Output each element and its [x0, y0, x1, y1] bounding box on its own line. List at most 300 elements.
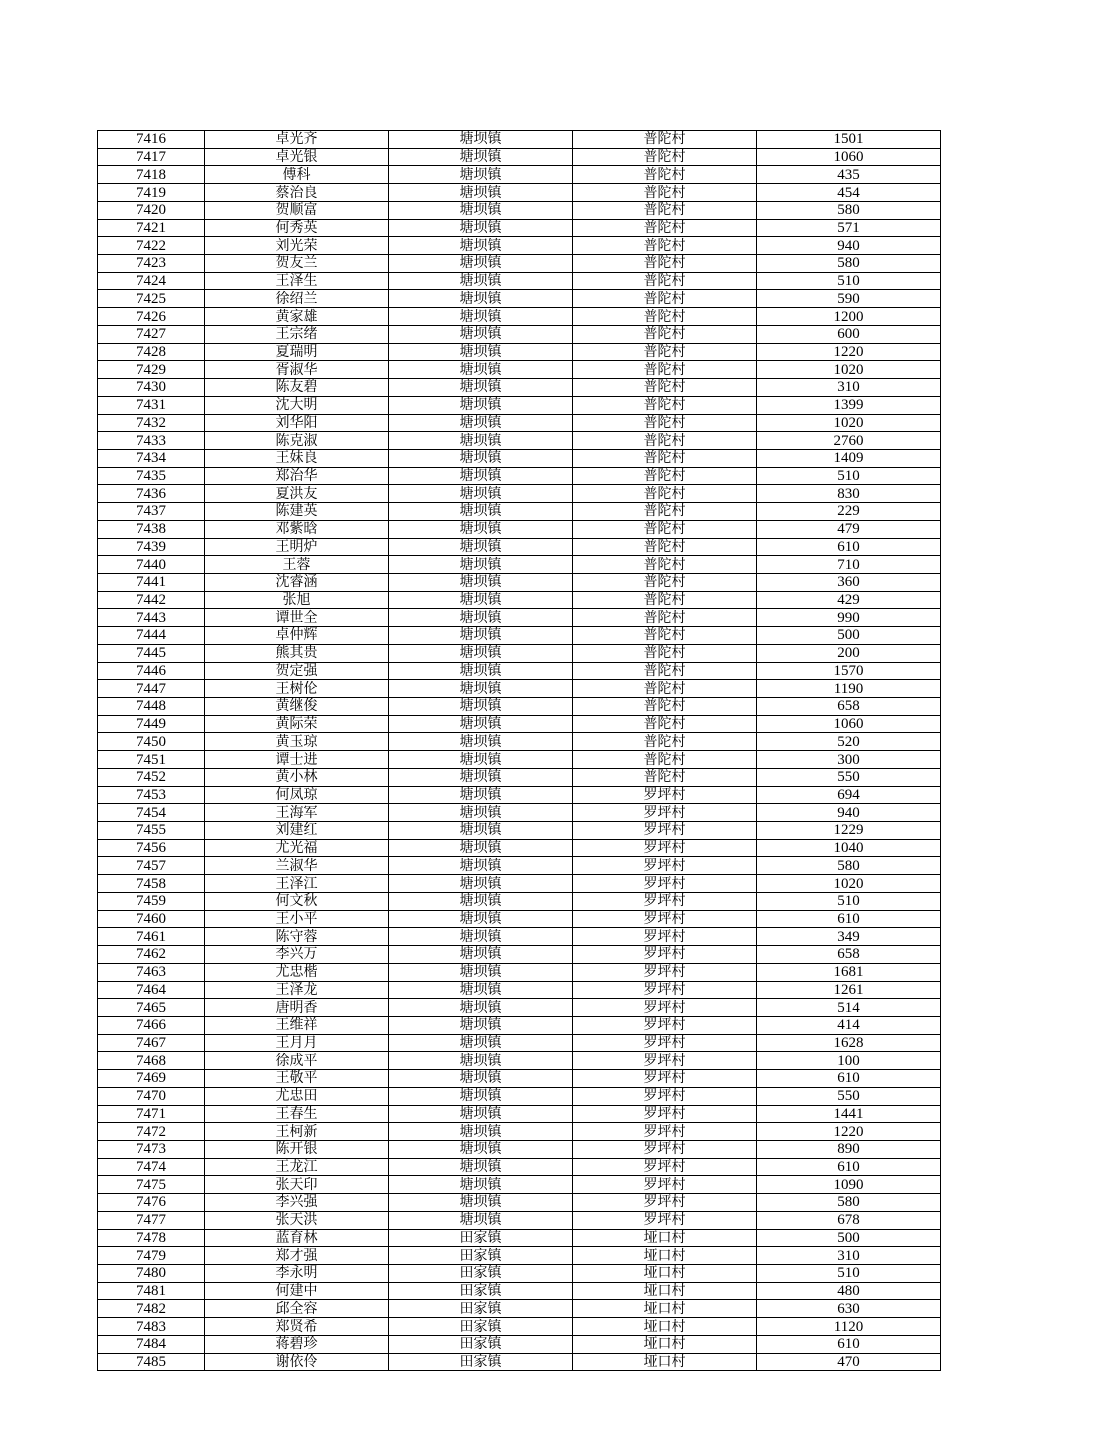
- cell-id: 7457: [98, 857, 205, 875]
- cell-town: 塘坝镇: [389, 609, 573, 627]
- cell-amount: 1200: [757, 308, 941, 326]
- cell-name: 郑贤希: [205, 1318, 389, 1336]
- cell-village: 罗坪村: [573, 963, 757, 981]
- cell-id: 7483: [98, 1318, 205, 1336]
- cell-amount: 610: [757, 910, 941, 928]
- cell-id: 7475: [98, 1176, 205, 1194]
- cell-id: 7434: [98, 449, 205, 467]
- cell-town: 塘坝镇: [389, 644, 573, 662]
- cell-village: 罗坪村: [573, 804, 757, 822]
- cell-id: 7450: [98, 733, 205, 751]
- cell-village: 罗坪村: [573, 1052, 757, 1070]
- cell-amount: 658: [757, 946, 941, 964]
- table-row: [98, 237, 941, 255]
- table-row: [98, 184, 941, 202]
- cell-name: 何建中: [205, 1282, 389, 1300]
- cell-amount: 580: [757, 857, 941, 875]
- cell-id: 7484: [98, 1335, 205, 1353]
- cell-id: 7421: [98, 219, 205, 237]
- cell-id: 7467: [98, 1034, 205, 1052]
- cell-amount: 300: [757, 751, 941, 769]
- table-row: [98, 432, 941, 450]
- cell-name: 邓紫晗: [205, 520, 389, 538]
- cell-town: 塘坝镇: [389, 627, 573, 645]
- cell-town: 塘坝镇: [389, 361, 573, 379]
- cell-town: 塘坝镇: [389, 556, 573, 574]
- cell-id: 7440: [98, 556, 205, 574]
- table-row: [98, 1211, 941, 1229]
- table-row: [98, 219, 941, 237]
- table-row: [98, 520, 941, 538]
- cell-name: 蓝育林: [205, 1229, 389, 1247]
- table-row: [98, 325, 941, 343]
- table-row: [98, 467, 941, 485]
- cell-id: 7420: [98, 201, 205, 219]
- cell-town: 塘坝镇: [389, 822, 573, 840]
- table-row: [98, 131, 941, 149]
- cell-id: 7442: [98, 591, 205, 609]
- table-row: [98, 1087, 941, 1105]
- cell-name: 谭世全: [205, 609, 389, 627]
- cell-id: 7463: [98, 963, 205, 981]
- cell-id: 7470: [98, 1087, 205, 1105]
- cell-village: 普陀村: [573, 715, 757, 733]
- cell-amount: 610: [757, 1158, 941, 1176]
- cell-town: 田家镇: [389, 1335, 573, 1353]
- cell-town: 田家镇: [389, 1353, 573, 1371]
- table-row: [98, 963, 941, 981]
- cell-id: 7418: [98, 166, 205, 184]
- cell-amount: 890: [757, 1140, 941, 1158]
- cell-name: 卓光银: [205, 148, 389, 166]
- cell-village: 罗坪村: [573, 946, 757, 964]
- cell-name: 黄玉琼: [205, 733, 389, 751]
- table-row: [98, 556, 941, 574]
- cell-town: 塘坝镇: [389, 325, 573, 343]
- cell-amount: 310: [757, 1247, 941, 1265]
- cell-village: 普陀村: [573, 131, 757, 149]
- table-row: [98, 1335, 941, 1353]
- cell-name: 陈建英: [205, 503, 389, 521]
- table-row: [98, 751, 941, 769]
- cell-village: 普陀村: [573, 219, 757, 237]
- table-row: [98, 503, 941, 521]
- cell-amount: 550: [757, 768, 941, 786]
- cell-id: 7428: [98, 343, 205, 361]
- cell-village: 垭口村: [573, 1265, 757, 1283]
- cell-town: 塘坝镇: [389, 751, 573, 769]
- cell-amount: 510: [757, 467, 941, 485]
- cell-name: 张天印: [205, 1176, 389, 1194]
- table-row: [98, 1034, 941, 1052]
- cell-town: 塘坝镇: [389, 538, 573, 556]
- cell-name: 王蓉: [205, 556, 389, 574]
- cell-village: 垭口村: [573, 1300, 757, 1318]
- cell-village: 垭口村: [573, 1282, 757, 1300]
- cell-name: 沈睿涵: [205, 573, 389, 591]
- table-row: [98, 698, 941, 716]
- cell-name: 蒋碧珍: [205, 1335, 389, 1353]
- table-row: [98, 290, 941, 308]
- cell-id: 7452: [98, 768, 205, 786]
- table-row: [98, 1158, 941, 1176]
- cell-name: 陈开银: [205, 1140, 389, 1158]
- cell-amount: 1020: [757, 361, 941, 379]
- cell-village: 罗坪村: [573, 928, 757, 946]
- table-row: [98, 946, 941, 964]
- cell-amount: 470: [757, 1353, 941, 1371]
- cell-id: 7432: [98, 414, 205, 432]
- cell-name: 王维祥: [205, 1016, 389, 1034]
- table-row: [98, 1229, 941, 1247]
- cell-amount: 1190: [757, 680, 941, 698]
- cell-town: 塘坝镇: [389, 892, 573, 910]
- cell-village: 普陀村: [573, 414, 757, 432]
- cell-town: 田家镇: [389, 1300, 573, 1318]
- cell-village: 罗坪村: [573, 875, 757, 893]
- cell-town: 田家镇: [389, 1282, 573, 1300]
- cell-village: 垭口村: [573, 1353, 757, 1371]
- cell-village: 普陀村: [573, 538, 757, 556]
- table-row: [98, 857, 941, 875]
- table-row: [98, 609, 941, 627]
- cell-id: 7480: [98, 1265, 205, 1283]
- cell-id: 7481: [98, 1282, 205, 1300]
- cell-village: 罗坪村: [573, 1034, 757, 1052]
- cell-village: 罗坪村: [573, 822, 757, 840]
- table-row: [98, 414, 941, 432]
- cell-town: 塘坝镇: [389, 1211, 573, 1229]
- cell-name: 熊其贵: [205, 644, 389, 662]
- cell-village: 普陀村: [573, 503, 757, 521]
- cell-name: 王宗绪: [205, 325, 389, 343]
- cell-town: 塘坝镇: [389, 255, 573, 273]
- table-row: [98, 379, 941, 397]
- cell-id: 7441: [98, 573, 205, 591]
- cell-id: 7451: [98, 751, 205, 769]
- cell-id: 7427: [98, 325, 205, 343]
- table-row: [98, 999, 941, 1017]
- cell-name: 兰淑华: [205, 857, 389, 875]
- cell-id: 7445: [98, 644, 205, 662]
- cell-village: 垭口村: [573, 1318, 757, 1336]
- cell-village: 罗坪村: [573, 999, 757, 1017]
- cell-name: 张旭: [205, 591, 389, 609]
- cell-village: 普陀村: [573, 627, 757, 645]
- cell-village: 垭口村: [573, 1247, 757, 1265]
- cell-amount: 510: [757, 892, 941, 910]
- table-row: [98, 148, 941, 166]
- cell-town: 塘坝镇: [389, 804, 573, 822]
- cell-id: 7460: [98, 910, 205, 928]
- cell-id: 7433: [98, 432, 205, 450]
- cell-town: 塘坝镇: [389, 875, 573, 893]
- cell-town: 塘坝镇: [389, 414, 573, 432]
- cell-id: 7426: [98, 308, 205, 326]
- cell-town: 塘坝镇: [389, 148, 573, 166]
- cell-village: 普陀村: [573, 361, 757, 379]
- cell-id: 7464: [98, 981, 205, 999]
- cell-name: 李兴万: [205, 946, 389, 964]
- cell-id: 7461: [98, 928, 205, 946]
- cell-amount: 454: [757, 184, 941, 202]
- table-body: [98, 131, 941, 1371]
- table-row: [98, 449, 941, 467]
- cell-amount: 694: [757, 786, 941, 804]
- table-row: [98, 1300, 941, 1318]
- cell-name: 何秀英: [205, 219, 389, 237]
- cell-amount: 678: [757, 1211, 941, 1229]
- cell-name: 张天洪: [205, 1211, 389, 1229]
- table-row: [98, 591, 941, 609]
- cell-id: 7449: [98, 715, 205, 733]
- cell-village: 普陀村: [573, 662, 757, 680]
- table-row: [98, 627, 941, 645]
- cell-id: 7417: [98, 148, 205, 166]
- table-row: [98, 538, 941, 556]
- cell-town: 塘坝镇: [389, 698, 573, 716]
- cell-id: 7478: [98, 1229, 205, 1247]
- cell-id: 7431: [98, 396, 205, 414]
- cell-town: 塘坝镇: [389, 1016, 573, 1034]
- cell-name: 沈大明: [205, 396, 389, 414]
- cell-village: 普陀村: [573, 768, 757, 786]
- cell-amount: 830: [757, 485, 941, 503]
- cell-village: 普陀村: [573, 184, 757, 202]
- table-row: [98, 680, 941, 698]
- cell-town: 塘坝镇: [389, 591, 573, 609]
- table-row: [98, 201, 941, 219]
- cell-village: 普陀村: [573, 609, 757, 627]
- table-row: [98, 662, 941, 680]
- data-table: [97, 130, 941, 1371]
- cell-id: 7485: [98, 1353, 205, 1371]
- cell-town: 塘坝镇: [389, 715, 573, 733]
- cell-id: 7473: [98, 1140, 205, 1158]
- cell-id: 7448: [98, 698, 205, 716]
- cell-town: 田家镇: [389, 1265, 573, 1283]
- cell-town: 塘坝镇: [389, 1105, 573, 1123]
- cell-village: 普陀村: [573, 272, 757, 290]
- cell-town: 塘坝镇: [389, 485, 573, 503]
- cell-village: 罗坪村: [573, 1194, 757, 1212]
- cell-village: 普陀村: [573, 467, 757, 485]
- cell-name: 贺顺富: [205, 201, 389, 219]
- cell-town: 田家镇: [389, 1229, 573, 1247]
- cell-amount: 229: [757, 503, 941, 521]
- table-row: [98, 804, 941, 822]
- cell-village: 普陀村: [573, 432, 757, 450]
- cell-name: 王树伦: [205, 680, 389, 698]
- cell-name: 何凤琼: [205, 786, 389, 804]
- table-row: [98, 910, 941, 928]
- cell-name: 谢依伶: [205, 1353, 389, 1371]
- cell-village: 罗坪村: [573, 910, 757, 928]
- table-row: [98, 1247, 941, 1265]
- cell-village: 普陀村: [573, 556, 757, 574]
- cell-id: 7454: [98, 804, 205, 822]
- cell-town: 塘坝镇: [389, 839, 573, 857]
- table-row: [98, 1176, 941, 1194]
- cell-town: 塘坝镇: [389, 1052, 573, 1070]
- cell-town: 塘坝镇: [389, 680, 573, 698]
- table-row: [98, 892, 941, 910]
- cell-village: 罗坪村: [573, 857, 757, 875]
- table-row: [98, 573, 941, 591]
- cell-name: 贺定强: [205, 662, 389, 680]
- cell-name: 王妹良: [205, 449, 389, 467]
- cell-village: 普陀村: [573, 201, 757, 219]
- cell-village: 普陀村: [573, 591, 757, 609]
- cell-name: 傅科: [205, 166, 389, 184]
- cell-name: 王泽龙: [205, 981, 389, 999]
- cell-village: 普陀村: [573, 255, 757, 273]
- cell-name: 夏洪友: [205, 485, 389, 503]
- cell-id: 7438: [98, 520, 205, 538]
- cell-name: 黄小林: [205, 768, 389, 786]
- cell-amount: 940: [757, 804, 941, 822]
- cell-amount: 1040: [757, 839, 941, 857]
- table-row: [98, 733, 941, 751]
- cell-town: 塘坝镇: [389, 946, 573, 964]
- cell-town: 塘坝镇: [389, 857, 573, 875]
- cell-village: 罗坪村: [573, 1176, 757, 1194]
- table-row: [98, 1282, 941, 1300]
- cell-name: 陈守蓉: [205, 928, 389, 946]
- cell-id: 7459: [98, 892, 205, 910]
- table-row: [98, 166, 941, 184]
- cell-name: 王敬平: [205, 1070, 389, 1088]
- cell-amount: 580: [757, 1194, 941, 1212]
- cell-id: 7455: [98, 822, 205, 840]
- cell-town: 塘坝镇: [389, 503, 573, 521]
- cell-id: 7453: [98, 786, 205, 804]
- cell-id: 7456: [98, 839, 205, 857]
- cell-amount: 630: [757, 1300, 941, 1318]
- cell-amount: 1681: [757, 963, 941, 981]
- cell-amount: 1261: [757, 981, 941, 999]
- cell-village: 罗坪村: [573, 1070, 757, 1088]
- cell-village: 普陀村: [573, 396, 757, 414]
- cell-id: 7458: [98, 875, 205, 893]
- cell-id: 7447: [98, 680, 205, 698]
- cell-name: 尤光福: [205, 839, 389, 857]
- cell-amount: 1399: [757, 396, 941, 414]
- table-row: [98, 644, 941, 662]
- cell-name: 王泽生: [205, 272, 389, 290]
- table-row: [98, 272, 941, 290]
- table-row: [98, 361, 941, 379]
- cell-village: 罗坪村: [573, 1016, 757, 1034]
- cell-amount: 600: [757, 325, 941, 343]
- cell-name: 黄际荣: [205, 715, 389, 733]
- cell-village: 普陀村: [573, 485, 757, 503]
- cell-town: 田家镇: [389, 1247, 573, 1265]
- cell-id: 7474: [98, 1158, 205, 1176]
- cell-id: 7423: [98, 255, 205, 273]
- cell-amount: 1409: [757, 449, 941, 467]
- cell-name: 谭士进: [205, 751, 389, 769]
- cell-village: 罗坪村: [573, 1158, 757, 1176]
- table-row: [98, 1194, 941, 1212]
- cell-village: 罗坪村: [573, 1123, 757, 1141]
- cell-village: 垭口村: [573, 1229, 757, 1247]
- cell-amount: 435: [757, 166, 941, 184]
- cell-name: 王月月: [205, 1034, 389, 1052]
- cell-town: 塘坝镇: [389, 272, 573, 290]
- cell-id: 7477: [98, 1211, 205, 1229]
- cell-amount: 2760: [757, 432, 941, 450]
- cell-name: 刘光荣: [205, 237, 389, 255]
- cell-amount: 571: [757, 219, 941, 237]
- table-row: [98, 822, 941, 840]
- cell-town: 塘坝镇: [389, 1194, 573, 1212]
- table-row: [98, 981, 941, 999]
- cell-village: 普陀村: [573, 148, 757, 166]
- cell-village: 罗坪村: [573, 1105, 757, 1123]
- cell-town: 塘坝镇: [389, 432, 573, 450]
- cell-id: 7424: [98, 272, 205, 290]
- cell-amount: 610: [757, 1070, 941, 1088]
- cell-town: 塘坝镇: [389, 467, 573, 485]
- cell-amount: 429: [757, 591, 941, 609]
- cell-amount: 100: [757, 1052, 941, 1070]
- cell-id: 7416: [98, 131, 205, 149]
- cell-amount: 1020: [757, 414, 941, 432]
- cell-id: 7462: [98, 946, 205, 964]
- table-row: [98, 255, 941, 273]
- cell-name: 胥淑华: [205, 361, 389, 379]
- cell-village: 普陀村: [573, 698, 757, 716]
- cell-id: 7430: [98, 379, 205, 397]
- cell-town: 塘坝镇: [389, 1140, 573, 1158]
- cell-name: 李永明: [205, 1265, 389, 1283]
- cell-town: 塘坝镇: [389, 910, 573, 928]
- cell-amount: 580: [757, 201, 941, 219]
- cell-name: 卓光齐: [205, 131, 389, 149]
- cell-name: 刘华阳: [205, 414, 389, 432]
- cell-amount: 590: [757, 290, 941, 308]
- cell-village: 罗坪村: [573, 1140, 757, 1158]
- cell-village: 普陀村: [573, 680, 757, 698]
- table-row: [98, 1016, 941, 1034]
- cell-name: 尤忠楷: [205, 963, 389, 981]
- table-row: [98, 1318, 941, 1336]
- cell-amount: 658: [757, 698, 941, 716]
- table-row: [98, 1265, 941, 1283]
- cell-amount: 200: [757, 644, 941, 662]
- cell-village: 罗坪村: [573, 892, 757, 910]
- cell-id: 7443: [98, 609, 205, 627]
- cell-name: 王小平: [205, 910, 389, 928]
- cell-town: 塘坝镇: [389, 963, 573, 981]
- cell-id: 7437: [98, 503, 205, 521]
- cell-id: 7472: [98, 1123, 205, 1141]
- cell-name: 黄继俊: [205, 698, 389, 716]
- cell-name: 黄家雄: [205, 308, 389, 326]
- cell-amount: 479: [757, 520, 941, 538]
- cell-id: 7469: [98, 1070, 205, 1088]
- cell-name: 唐明香: [205, 999, 389, 1017]
- cell-amount: 500: [757, 1229, 941, 1247]
- cell-town: 塘坝镇: [389, 166, 573, 184]
- cell-id: 7482: [98, 1300, 205, 1318]
- cell-amount: 510: [757, 272, 941, 290]
- table-row: [98, 1353, 941, 1371]
- table-row: [98, 396, 941, 414]
- cell-amount: 1220: [757, 1123, 941, 1141]
- cell-village: 普陀村: [573, 644, 757, 662]
